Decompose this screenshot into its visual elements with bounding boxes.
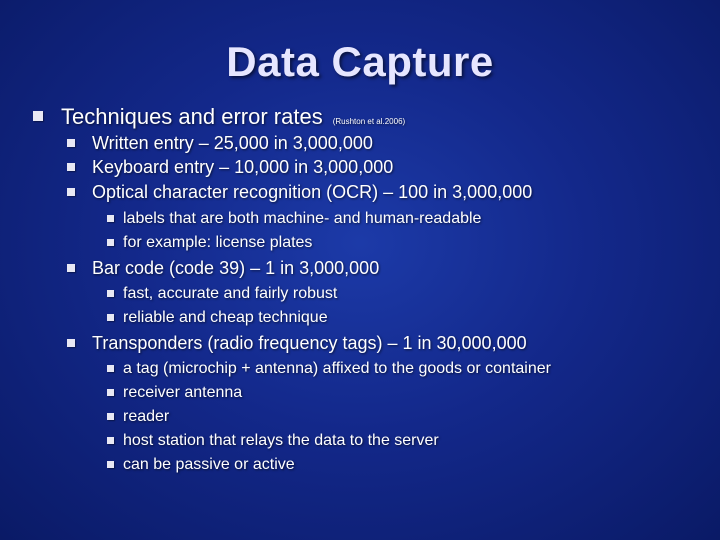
sub-bullet-ocr-1: labels that are both machine- and human-readable bbox=[123, 210, 482, 227]
bullet-transponders: Transponders (radio frequency tags) – 1 in 30,000,000 bbox=[92, 333, 527, 353]
bullet-square-icon bbox=[107, 413, 114, 420]
bullet-text: Techniques and error rates bbox=[61, 104, 323, 129]
sub-bullet-transponders-4: host station that relays the data to the server bbox=[123, 432, 439, 449]
sub-bullet-transponders-5: can be passive or active bbox=[123, 456, 295, 473]
bullet-square-icon bbox=[67, 163, 75, 171]
slide-title: Data Capture bbox=[226, 38, 494, 85]
bullet-square-icon bbox=[67, 188, 75, 196]
bullet-square-icon bbox=[107, 215, 114, 222]
sub-bullet-transponders-2: receiver antenna bbox=[123, 384, 243, 401]
bullet-square-icon bbox=[107, 239, 114, 246]
bullet-square-icon bbox=[107, 290, 114, 297]
bullet-square-icon bbox=[107, 461, 114, 468]
bullet-ocr: Optical character recognition (OCR) – 100 in 3,000,000 bbox=[92, 182, 533, 202]
bullet-square-icon bbox=[107, 389, 114, 396]
sub-bullet-barcode-1: fast, accurate and fairly robust bbox=[123, 285, 338, 302]
sub-bullet-transponders-3: reader bbox=[123, 408, 170, 425]
bullet-square-icon bbox=[67, 339, 75, 347]
bullet-square-icon bbox=[33, 111, 43, 121]
bullet-keyboard-entry: Keyboard entry – 10,000 in 3,000,000 bbox=[92, 157, 394, 177]
bullet-square-icon bbox=[107, 437, 114, 444]
sub-bullet-transponders-1: a tag (microchip + antenna) affixed to the goods or container bbox=[123, 360, 551, 377]
sub-bullet-barcode-2: reliable and cheap technique bbox=[123, 309, 328, 326]
bullet-barcode: Bar code (code 39) – 1 in 3,000,000 bbox=[92, 258, 380, 278]
bullet-square-icon bbox=[67, 264, 75, 272]
bullet-techniques bbox=[61, 104, 405, 130]
citation: (Rushton et al.2006) bbox=[332, 117, 406, 126]
bullet-square-icon bbox=[107, 365, 114, 372]
bullet-square-icon bbox=[67, 139, 75, 147]
bullet-written-entry: Written entry – 25,000 in 3,000,000 bbox=[92, 133, 373, 153]
bullet-square-icon bbox=[107, 314, 114, 321]
sub-bullet-ocr-2: for example: license plates bbox=[123, 234, 313, 251]
